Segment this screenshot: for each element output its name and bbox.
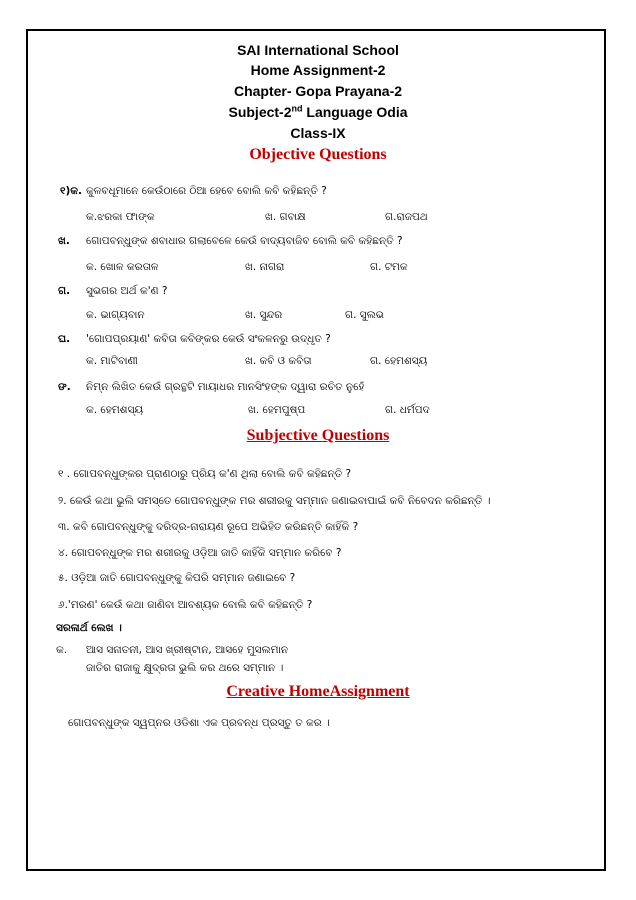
- subjective-question-3: ୩. କବି ଗୋପବନ୍ଧୁଙ୍କୁ ଦରିଦ୍ର-ନାରାୟଣ ରୂପେ ଅଭିହିତ କରିଛନ୍ତି କାହିଁକି ?: [58, 521, 359, 533]
- question-number: ଘ.: [58, 333, 71, 345]
- question-text: କୁଳବଧୂମାନେ କେଉଁଠାରେ ଠିଆ ହେବେ ବୋଲି କବି କହିଛନ୍ତି ?: [86, 185, 327, 197]
- option-b: ଖ. ହେମପୁଷ୍ପ: [248, 404, 306, 416]
- subjective-question-2: ୨. କେଉଁ କଥା ଭୁଲି ସମସ୍ତେ ଗୋପବନ୍ଧୁଙ୍କ ମର ଶରୀରକୁ ସମ୍ମାନ ଜଣାଇବାପାଇଁ କବି ନିବେଦନ କରିଛନ୍ତି ।: [58, 495, 491, 507]
- option-b: ଖ. ଗବାକ୍ଷ: [265, 211, 306, 223]
- subjective-question-4: ୪. ଗୋପବନ୍ଧୁଙ୍କ ମର ଶରୀରକୁ ଓଡ଼ିଆ ଜାତି କାହିଁକି ସମ୍ମାନ କରିବେ ?: [58, 547, 342, 559]
- explain-line-2: ଜାତିର ରାଜାକୁ କ୍ଷୁଦ୍ରତା ଭୁଲି କର ଥରେ ସମ୍ମାନ ।: [86, 662, 284, 674]
- explain-heading: ସରଳାର୍ଥ ଲେଖ ।: [56, 622, 122, 634]
- creative-heading: Creative HomeAssignment: [226, 683, 410, 700]
- question-number: ଙ.: [58, 381, 71, 393]
- option-a: କ. ହେମଶସ୍ୟ: [86, 404, 143, 416]
- question-number: ୧)କ.: [60, 185, 83, 197]
- question-text: ସୁଭଗର ଅର୍ଥ କ'ଣ ?: [86, 285, 168, 297]
- class-title: Class-IX: [290, 125, 346, 141]
- creative-text: ଗୋପବନ୍ଧୁଙ୍କ ସ୍ୱପ୍ନର ଓଡିଶା ଏକ ପ୍ରବନ୍ଧ ପ୍ରସ୍ତୁ ତ କର ।: [68, 717, 330, 729]
- option-a: କ. ଖୋଳ କରତାଳ: [86, 261, 159, 273]
- option-b: ଖ. କବି ଓ କବିତା: [245, 355, 312, 367]
- subjective-question-6: ୬.'ମରଣ' କେଉଁ କଥା ଜାଣିବା ଆବଶ୍ୟକ ବୋଲି କବି କହିଛନ୍ତି ?: [58, 599, 313, 611]
- school-name: SAI International School: [237, 42, 399, 58]
- option-c: ଗ. ସୁଲଭ: [345, 309, 384, 321]
- subject-title: Subject-2nd Language Odia: [228, 103, 408, 120]
- objective-heading: Objective Questions: [249, 146, 387, 163]
- explain-number: କ.: [56, 644, 68, 656]
- option-a: କ. ଭାଗ୍ୟବାନ: [86, 309, 145, 321]
- option-a: କ. ମାଟିବାଣୀ: [86, 355, 138, 367]
- question-number: ଖ.: [58, 235, 70, 247]
- option-b: ଖ. ନାଗରା: [245, 261, 285, 273]
- option-c: ଗ. ଟମକ: [370, 261, 408, 273]
- option-c: ଗ. ଧର୍ମପଦ: [385, 404, 430, 416]
- question-text: 'ଗୋପପ୍ରୟାଣ' କବିତା କବିଙ୍କର କେଉଁ ସଂକଳନରୁ ଉଦ୍ଧୃତ ?: [86, 333, 331, 345]
- explain-line-1: ଆସ ସନାତନୀ, ଆସ ଖ୍ରୀଷ୍ଟାନ, ଆସହେ ମୁସଲମାନ: [86, 644, 289, 656]
- chapter-title: Chapter- Gopa Prayana-2: [233, 83, 403, 99]
- option-a: କ.ଝରକା ଫାଙ୍କ: [86, 211, 155, 223]
- option-b: ଖ. ସୁନ୍ଦର: [245, 309, 283, 321]
- assignment-title: Home Assignment-2: [250, 62, 386, 78]
- option-c: ଗ. ହେମଶସ୍ୟ: [370, 355, 428, 367]
- option-c: ଗ.ରାଜପଥ: [385, 211, 428, 223]
- subjective-heading: Subjective Questions: [246, 427, 390, 444]
- question-text: ନିମ୍ନ ଲିଖିତ କେଉଁ ଗ୍ରନ୍ଥଟି ମାୟାଧର ମାନସିଂହଙ୍କ ଦ୍ୱାରା ରଚିତ ନୁହେଁ: [86, 381, 365, 393]
- question-number: ଗ.: [58, 285, 71, 297]
- question-text: ଗୋପବନ୍ଧୁଙ୍କ ଶବାଧାର ଗଲାବେଳେ କେଉଁ ବାଦ୍ୟବାଜିବ ବୋଲି କବି କହିଛନ୍ତି ?: [86, 235, 403, 247]
- subjective-question-5: ୫. ଓଡ଼ିଆ ଜାତି ଗୋପବନ୍ଧୁଙ୍କୁ କିପରି ସମ୍ମାନ ଜଣାଇବେ ?: [58, 572, 296, 584]
- subjective-question-1: ୧ . ଗୋପବନ୍ଧୁଙ୍କର ପ୍ରାଣଠାରୁ ପ୍ରିୟ କ'ଣ ଥିଲା ବୋଲି କବି କହିଛନ୍ତି ?: [58, 468, 352, 480]
